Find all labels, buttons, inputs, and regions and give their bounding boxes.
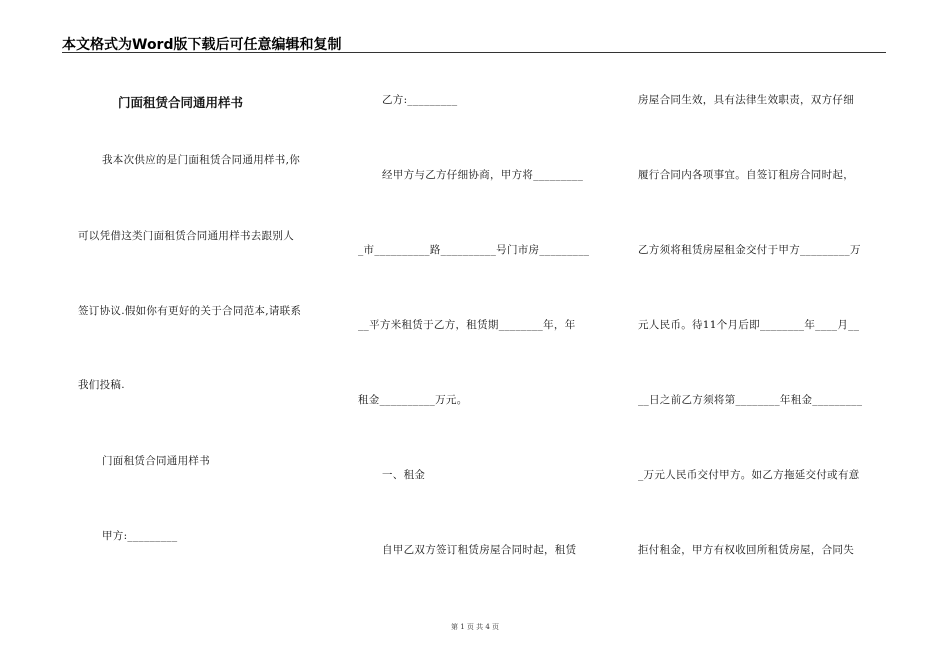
col1-line-4: 我们投稿.	[78, 379, 125, 391]
header-divider	[62, 52, 886, 53]
col2-line-5: 租金__________万元。	[358, 394, 468, 406]
page-number: 第 1 页 共 4 页	[450, 623, 500, 631]
col1-line-1: 我本次供应的是门面租赁合同通用样书,你	[102, 154, 301, 166]
col2-line-7: 自甲乙双方签订租赁房屋合同时起，租赁	[382, 544, 577, 556]
col2-line-3: _市__________路__________号门市房_________	[358, 244, 590, 256]
document-title: 门面租赁合同通用样书	[118, 95, 244, 110]
col3-line-6: _万元人民币交付甲方。如乙方拖延交付或有意	[638, 469, 860, 481]
col3-line-5: __日之前乙方须将第________年租金_________	[638, 394, 863, 406]
col3-line-1: 房屋合同生效，具有法律生效职责，双方仔细	[638, 94, 854, 106]
col2-line-1: 乙方:_________	[382, 94, 458, 106]
col2-line-4: __平方米租赁于乙方，租赁期________年，年	[358, 319, 576, 331]
col3-line-3: 乙方须将租赁房屋租金交付于甲方_________万	[638, 244, 861, 256]
col2-line-2: 经甲方与乙方仔细协商，甲方将_________	[382, 169, 584, 181]
col3-line-7: 拒付租金，甲方有权收回所租赁房屋，合同失	[638, 544, 854, 556]
col3-line-2: 履行合同内各项事宜。自签订租房合同时起，	[638, 169, 854, 181]
col1-line-3: 签订协议.假如你有更好的关于合同范本,请联系	[78, 305, 302, 317]
col1-line-6: 甲方:_________	[102, 530, 178, 542]
col2-line-6: 一、租金	[382, 469, 426, 481]
download-banner: 本文格式为Word版下载后可任意编辑和复制	[62, 37, 342, 53]
col1-line-5: 门面租赁合同通用样书	[102, 455, 210, 467]
col3-line-4: 元人民币。待11个月后即________年____月__	[638, 319, 860, 331]
col1-line-2: 可以凭借这类门面租赁合同通用样书去跟别人	[78, 230, 294, 242]
